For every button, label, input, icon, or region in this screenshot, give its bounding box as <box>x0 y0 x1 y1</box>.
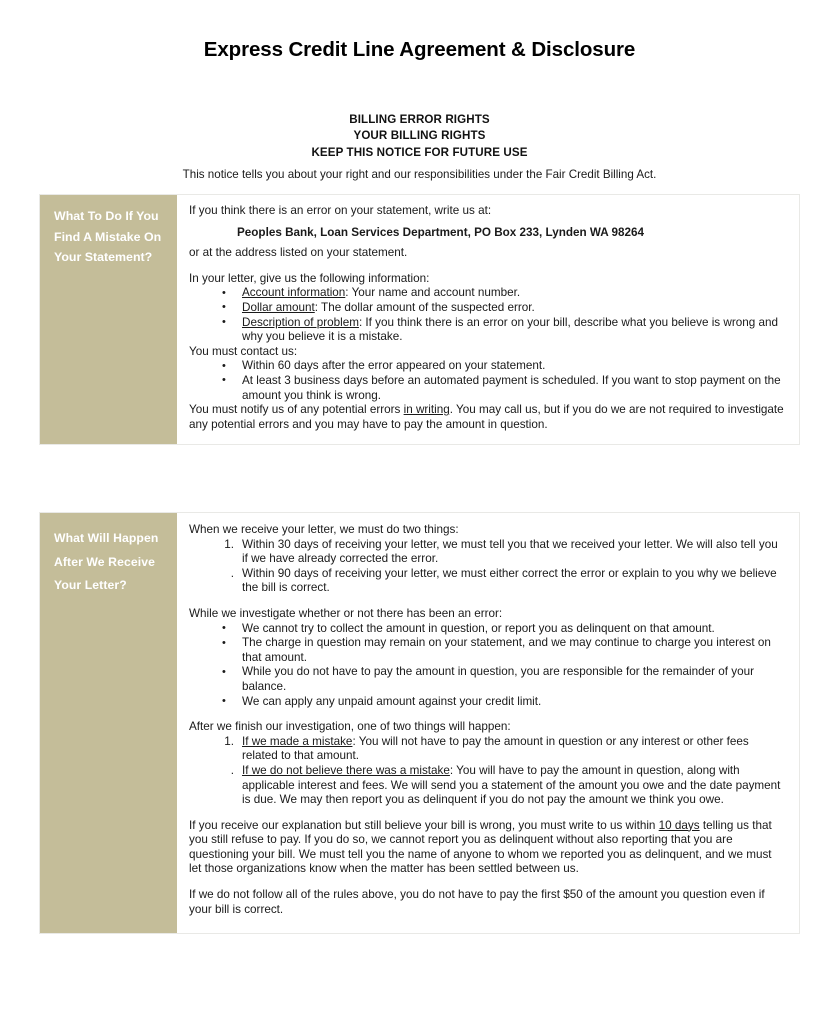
list-marker: 1. <box>224 734 234 748</box>
notice-subtitle: This notice tells you about your right and our responsibilities under the Fair Credit Billing Act. <box>182 168 657 181</box>
section-1-body <box>177 195 799 444</box>
receive-list <box>189 538 785 596</box>
page-title: Express Credit Line Agreement & Disclosure <box>203 38 636 61</box>
closing-underlined: in writing <box>403 403 450 417</box>
explanation-underlined: 10 days <box>658 818 700 832</box>
closing-pre: You must notify us of any potential errors <box>189 403 404 417</box>
list-item <box>189 301 785 316</box>
letter-item-text: : The dollar amount of the suspected error. <box>314 300 535 314</box>
contact-list <box>189 359 785 403</box>
notice-heading-line-1: BILLING ERROR RIGHTS <box>349 113 490 126</box>
list-item <box>189 735 785 764</box>
list-item: • We cannot try to collect the amount in question, or report you as delinquent on that amount. <box>189 622 785 637</box>
letter-info-intro: In your letter, give us the following information: <box>189 271 430 285</box>
explanation-post: telling us that you still refuse to pay. If you do so, we cannot report you as delinquent without also reporting that you are questioning your bill. We must tell you the name of anyone to whom we reported you as delinquent, and we must let those organizations know when the matter has been settled between us. <box>189 818 772 876</box>
list-item-text: Within 90 days of receiving your letter, we must either correct the error or explain to you why we believe the bill is correct. <box>242 566 777 595</box>
section-2-body <box>177 513 799 933</box>
section-2-label-cell <box>40 513 177 933</box>
list-item <box>189 538 785 567</box>
notice-heading-block <box>0 112 839 161</box>
list-item: • The charge in question may remain on your statement, and we may continue to charge you interest on that amount. <box>189 636 785 665</box>
letter-item-text: : If you think there is an error on your bill, describe what you believe is wrong and why you believe it is a mistake. <box>242 315 778 344</box>
section-1-intro: If you think there is an error on your statement, write us at: <box>189 204 492 217</box>
list-item: • Within 60 days after the error appeared on your statement. <box>189 359 785 374</box>
list-item <box>189 316 785 345</box>
list-item: • At least 3 business days before an automated payment is scheduled. If you want to stop payment on the amount you think is wrong. <box>189 374 785 403</box>
letter-item-text: : Your name and account number. <box>345 286 521 300</box>
list-item <box>189 286 785 301</box>
list-item: • While you do not have to pay the amount in question, you are responsible for the remainder of your balance. <box>189 665 785 694</box>
list-item-text: : You will have to pay the amount in question, along with applicable interest and fees. We will send you a statement of the amount you owe and the date payment is due. We may then report you as delinquent if you do not pay the amount we think you owe. <box>242 763 781 807</box>
section-1-label-cell <box>40 195 177 444</box>
section-find-a-mistake <box>39 194 800 445</box>
notice-heading-line-3: KEEP THIS NOTICE FOR FUTURE USE <box>311 145 528 159</box>
list-marker: . <box>230 566 234 580</box>
list-item-text: : You will not have to pay the amount in question or any interest or other fees related to that amount. <box>242 734 749 763</box>
closing-post: . You may call us, but if you do we are not required to investigate any potential errors and you may have to pay the amount in question. <box>189 403 784 431</box>
list-item: • We can apply any unpaid amount against your credit limit. <box>189 695 785 710</box>
bank-address: Peoples Bank, Loan Services Department, PO Box 233, Lynden WA 98264 <box>237 225 645 239</box>
letter-item-term: Dollar amount <box>242 300 315 314</box>
list-item-text: Within 30 days of receiving your letter, we must tell you that we received your letter. We will also tell you if we have already corrected the error. <box>242 537 778 566</box>
explanation-pre: If you receive our explanation but still believe your bill is wrong, you must write to us within <box>189 818 659 832</box>
section-1-label: What To Do If You Find A Mistake On Your Statement? <box>54 209 162 264</box>
letter-item-term: Description of problem <box>242 315 359 329</box>
list-item-term: If we made a mistake <box>242 734 353 748</box>
investigate-list <box>189 622 785 710</box>
rules-paragraph: If we do not follow all of the rules above, you do not have to pay the first $50 of the amount you question even if your bill is correct. <box>189 888 765 916</box>
investigate-intro: While we investigate whether or not there has been an error: <box>189 606 503 620</box>
explanation-paragraph <box>189 819 785 877</box>
section-1-address-note: or at the address listed on your statement. <box>189 246 408 260</box>
section-1-closing <box>189 403 785 432</box>
section-after-we-receive <box>39 512 800 934</box>
finish-intro: After we finish our investigation, one of two things will happen: <box>189 720 511 734</box>
letter-info-list <box>189 286 785 344</box>
section-2-label: What Will Happen After We Receive Your Letter? <box>54 531 159 592</box>
receive-intro: When we receive your letter, we must do two things: <box>189 523 459 536</box>
contact-intro: You must contact us: <box>189 344 298 358</box>
list-item <box>189 567 785 596</box>
notice-heading-line-2: YOUR BILLING RIGHTS <box>353 129 486 143</box>
list-marker: . <box>230 763 234 777</box>
list-marker: 1. <box>224 537 234 551</box>
letter-item-term: Account information <box>242 286 346 300</box>
list-item-term: If we do not believe there was a mistake <box>242 763 450 777</box>
finish-list <box>189 735 785 808</box>
list-item <box>189 764 785 808</box>
